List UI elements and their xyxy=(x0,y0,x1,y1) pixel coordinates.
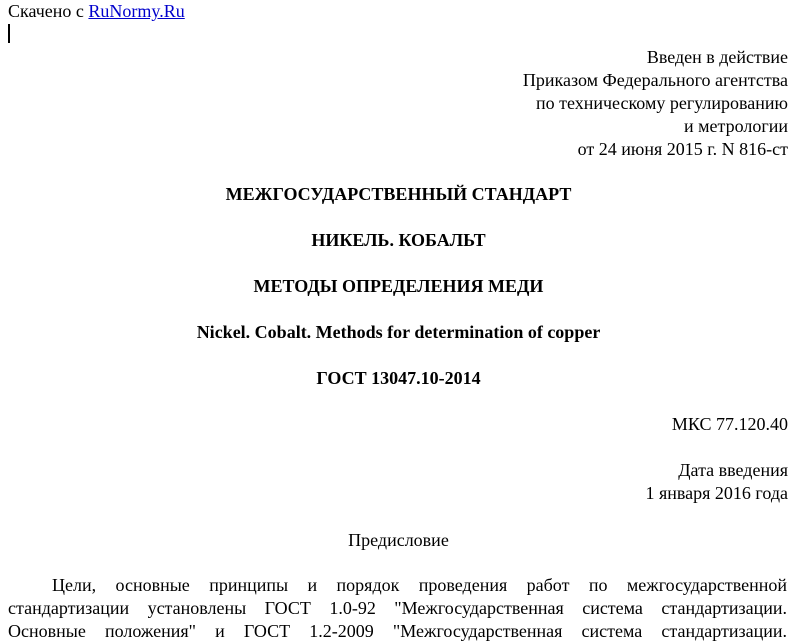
english-title-heading: Nickel. Cobalt. Methods for determination of copper xyxy=(196,322,601,342)
preface-title: Предисловие xyxy=(348,530,449,550)
gost-number-heading: ГОСТ 13047.10-2014 xyxy=(316,368,481,388)
subject-heading: НИКЕЛЬ. КОБАЛЬТ xyxy=(311,230,486,250)
effective-date-label: Дата введения xyxy=(678,460,788,480)
text-caret xyxy=(8,24,10,43)
source-line xyxy=(8,1,185,21)
intro-line-2: Приказом Федерального агентства xyxy=(522,70,788,90)
preface-line-2: стандартизации установлены ГОСТ 1.0-92 "Межгосударственная система стандартизации. xyxy=(8,598,787,618)
intro-line-4: и метрологии xyxy=(684,116,788,136)
intro-line-5: от 24 июня 2015 г. N 816-ст xyxy=(577,139,788,159)
preface-paragraph xyxy=(8,574,787,643)
source-prefix: Скачено с xyxy=(8,1,89,21)
effective-date-value: 1 января 2016 года xyxy=(645,483,788,503)
standard-type-heading: МЕЖГОСУДАРСТВЕННЫЙ СТАНДАРТ xyxy=(225,184,572,204)
preface-line-3: Основные положения" и ГОСТ 1.2-2009 "Межгосударственная система стандартизации. xyxy=(8,621,787,641)
preface-line-1: Цели, основные принципы и порядок проведения работ по межгосударственной xyxy=(52,575,787,595)
methods-heading: МЕТОДЫ ОПРЕДЕЛЕНИЯ МЕДИ xyxy=(253,276,544,296)
runormy-link[interactable]: RuNormy.Ru xyxy=(88,1,185,21)
intro-line-3: по техническому регулированию xyxy=(535,93,788,113)
intro-line-1: Введен в действие xyxy=(646,47,788,67)
mks-code: МКС 77.120.40 xyxy=(671,414,788,434)
